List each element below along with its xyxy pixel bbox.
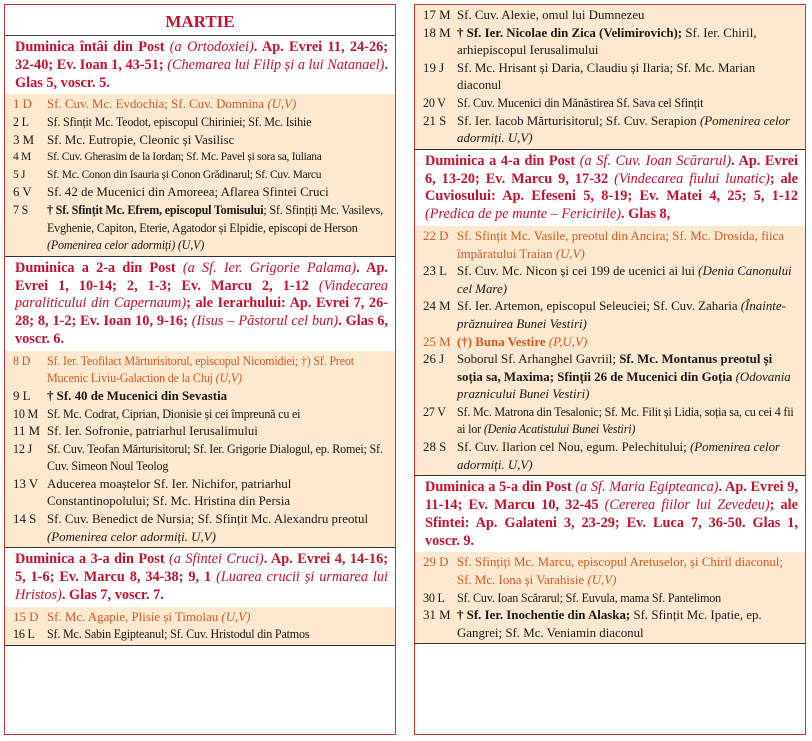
text-run: † Sf. Sfințit Mc. Efrem, episcopul Tomisului bbox=[47, 202, 264, 217]
text-run: (Pomenirea celor adormiți) (U,V) bbox=[47, 238, 205, 253]
text-run: Sf. Cuv. Alexie, omul lui Dumnezeu bbox=[457, 8, 645, 22]
day-number: 11 M bbox=[13, 424, 41, 439]
sunday-readings bbox=[5, 257, 395, 351]
calendar-column-right bbox=[414, 4, 806, 735]
text-run: (a Ortodoxiei) bbox=[169, 39, 254, 55]
day-saints bbox=[457, 113, 799, 148]
text-run: . Ap. Evrei 9, 11-14; Ev. Marcu 10, 32-45 bbox=[425, 479, 799, 514]
text-run: . Glas 8, bbox=[620, 206, 671, 223]
week-section bbox=[5, 36, 395, 257]
day-row bbox=[423, 95, 799, 113]
right-body bbox=[415, 5, 805, 644]
day-row bbox=[423, 228, 799, 263]
day-number: 5 J bbox=[13, 168, 26, 181]
text-run: (Pomenirea celor adormiți. U,V) bbox=[457, 113, 791, 146]
day-saints bbox=[47, 626, 389, 644]
day-saints bbox=[457, 60, 799, 95]
day-number: 15 D bbox=[13, 609, 39, 624]
text-run: (Vindecarea fiului lunatic) bbox=[614, 170, 770, 187]
text-run: Sf. Cuv. Ioan Scărarul; Sf. Euvula, mama Sf. Pantelimon bbox=[457, 590, 721, 605]
text-run: ; Sf. Sfințiți Mc. Vasilevs, Evghenie, Capiton, Eterie, Agatodor și Elpidie, episcopi de Herson bbox=[47, 202, 383, 235]
text-run: ; ale Ierarhului: Ap. Evrei 7, 26-28; 8, 1-2; Ev. Ioan 10, 9-16; bbox=[15, 295, 388, 330]
text-run: . Glas 5, voscr. 5. bbox=[15, 56, 389, 91]
text-run: Duminica a 4-a din Post bbox=[425, 152, 580, 169]
text-run: (U,V) bbox=[555, 246, 585, 261]
day-saints bbox=[457, 404, 799, 439]
day-number: 29 D bbox=[423, 555, 449, 570]
text-run: (Înainte-prăznuirea Bunei Vestiri) bbox=[457, 299, 786, 331]
text-run: Sf. Ier. Teofilact Mărturisitorul, episcopul Nicomidiei; †) Sf. Preot Mucenic Liviu-Galaction de la Cluj bbox=[47, 353, 354, 386]
text-run: Sf. Mc. Codrat, Ciprian, Dionisie și cei împreună cu ei bbox=[47, 406, 301, 421]
text-run: Sf. Sfințit Mc. Vasile, preotul din Ancira; Sf. Mc. Drosida, fiica împăratului Traian bbox=[457, 228, 784, 261]
text-run: Sf. Cuv. Ilarion cel Nou, egum. Pelechitului; bbox=[457, 440, 690, 455]
day-row bbox=[423, 590, 799, 608]
text-run: . Ap. Evrei 4, 14-16; 5, 1-6; Ev. Marcu 8, 34-38; 9, 1 bbox=[15, 551, 388, 586]
day-number: 28 S bbox=[423, 440, 447, 455]
day-row bbox=[13, 511, 389, 546]
text-run: Sf. Cuv. Mc. Nicon și cei 199 de ucenici ai lui bbox=[457, 264, 699, 279]
text-run: Duminica a 3-a din Post bbox=[15, 551, 170, 568]
text-run: (a Sf. Ier. Grigorie Palama) bbox=[182, 259, 357, 276]
calendar-column-left bbox=[4, 4, 396, 735]
day-number: 9 L bbox=[13, 388, 31, 403]
sunday-readings bbox=[5, 36, 395, 94]
day-row bbox=[13, 114, 389, 132]
text-run: † Sf. 40 de Mucenici din Sevastia bbox=[47, 388, 228, 403]
day-saints bbox=[457, 25, 799, 60]
text-run: (Predica de pe munte – Fericirile) bbox=[425, 206, 621, 223]
text-run: Sf. Ier. Sofronie, patriarhul Ierusalimului bbox=[47, 424, 258, 439]
day-row bbox=[423, 404, 799, 439]
day-list bbox=[5, 94, 395, 255]
day-number: 6 V bbox=[13, 185, 32, 200]
day-row bbox=[13, 149, 389, 167]
day-number: 3 M bbox=[13, 132, 35, 147]
day-number: 20 V bbox=[423, 95, 446, 110]
day-row bbox=[423, 334, 799, 352]
text-run: (†) Buna Vestire bbox=[457, 334, 546, 349]
day-number: 7 S bbox=[13, 202, 29, 217]
text-run: Sf. Mc. Conon din Isauria și Conon Grădinarul; Sf. Cuv. Marcu bbox=[47, 168, 322, 181]
text-run: † Sf. Ier. Inochentie din Alaska; bbox=[457, 608, 631, 623]
text-run: Sf. Cuv. Mc. Evdochia; Sf. Cuv. Domnina bbox=[47, 97, 268, 112]
day-row bbox=[13, 609, 389, 627]
day-row bbox=[13, 626, 389, 644]
text-run: (Denia Canonului cel Mare) bbox=[457, 264, 792, 296]
day-row bbox=[13, 476, 389, 511]
day-saints bbox=[457, 334, 799, 352]
week-section bbox=[415, 5, 805, 150]
day-row bbox=[13, 353, 389, 388]
text-run: Sf. Mc. Agapie, Plisie și Timolau bbox=[47, 609, 222, 624]
day-saints bbox=[457, 590, 799, 608]
day-number: 31 M bbox=[423, 608, 451, 623]
day-saints bbox=[457, 298, 799, 333]
day-saints bbox=[457, 607, 799, 642]
text-run: (U,V) bbox=[267, 97, 297, 112]
day-row bbox=[13, 132, 389, 150]
day-number: 12 J bbox=[13, 441, 33, 456]
text-run: (Luarea crucii și urmarea lui Hristos) bbox=[15, 569, 388, 603]
text-run: (Denia Acatistului Bunei Vestiri) bbox=[483, 422, 636, 437]
text-run: Sf. Mc. Hrisant și Daria, Claudiu și Ilaria; Sf. Mc. Marian diaconul bbox=[457, 60, 756, 93]
day-list bbox=[5, 351, 395, 548]
sunday-readings bbox=[415, 476, 805, 552]
day-number: 8 D bbox=[13, 353, 31, 368]
text-run: . Ap. Evrei 1, 10-14; 2, 1-3; Ev. Marcu 2, 1-12 bbox=[15, 259, 389, 294]
day-number: 19 J bbox=[423, 60, 445, 75]
day-list bbox=[415, 226, 805, 475]
text-run: (Cererea fiilor lui Zevedeu) bbox=[604, 497, 770, 514]
text-run: Sf. Cuv. Benedict de Nursia; Sf. Sfințit Mc. Alexandru preotul bbox=[47, 512, 369, 527]
day-saints bbox=[47, 441, 389, 476]
day-saints bbox=[47, 167, 389, 185]
day-saints bbox=[47, 184, 389, 202]
day-number: 23 L bbox=[423, 264, 447, 279]
day-row bbox=[423, 60, 799, 95]
day-row bbox=[13, 406, 389, 424]
day-row bbox=[423, 7, 799, 25]
left-body bbox=[5, 36, 395, 646]
day-saints bbox=[457, 554, 799, 589]
day-number: 17 M bbox=[423, 8, 451, 22]
day-number: 1 D bbox=[13, 97, 32, 112]
day-row bbox=[13, 441, 389, 476]
text-run: . Glas 7, voscr. 7. bbox=[61, 586, 164, 603]
text-run: (Chemarea lui Filip și a lui Natanael) bbox=[167, 56, 385, 73]
text-run: Duminica întâi din Post bbox=[15, 39, 170, 55]
day-saints bbox=[47, 609, 389, 627]
day-saints bbox=[47, 511, 389, 546]
day-number: 4 M bbox=[13, 151, 31, 164]
text-run: Aducerea moaștelor Sf. Ier. Nichifor, patriarhul Constantinopolului; Sf. Mc. Hristina din Persia bbox=[47, 476, 292, 509]
day-row bbox=[423, 439, 799, 474]
day-list bbox=[415, 5, 805, 149]
text-run: Sf. Cuv. Mucenici din Mănăstirea Sf. Sava cel Sfințit bbox=[457, 95, 704, 110]
day-row bbox=[13, 96, 389, 114]
day-saints bbox=[47, 423, 389, 441]
text-run: Sf. Ier. Artemon, episcopul Seleuciei; Sf. Cuv. Zaharia bbox=[457, 299, 741, 314]
day-row bbox=[423, 25, 799, 60]
day-row bbox=[423, 351, 799, 404]
text-run: † Sf. Ier. Nicolae din Zica (Velimirovich); bbox=[457, 25, 683, 40]
text-run: . Ap. Evrei 11, 24-26; 32-40; Ev. Ioan 1, 43-51; bbox=[15, 39, 388, 73]
week-section bbox=[5, 548, 395, 646]
text-run: (Iisus – Păstorul cel bun) bbox=[191, 313, 339, 330]
day-saints bbox=[47, 96, 389, 114]
day-saints bbox=[47, 202, 389, 255]
text-run: (Pomenirea celor adormiți. U,V) bbox=[47, 529, 216, 544]
day-number: 18 M bbox=[423, 25, 451, 40]
text-run: Sf. Mc. Eutropie, Cleonic și Vasilisc bbox=[47, 132, 235, 147]
week-section bbox=[5, 257, 395, 549]
text-run: Sf. 42 de Mucenici din Amoreea; Aflarea Sfintei Cruci bbox=[47, 185, 329, 200]
day-row bbox=[13, 423, 389, 441]
text-run: ; ale Sfintei: Ap. Galateni 3, 23-29; Ev. Luca 7, 36-50. Glas 1, voscr. 9. bbox=[425, 497, 799, 549]
text-run: (a Sf. Maria Egipteanca) bbox=[575, 479, 719, 496]
day-saints bbox=[47, 476, 389, 511]
day-row bbox=[423, 554, 799, 589]
text-run: Sf. Sfințiți Mc. Marcu, episcopul Aretuselor, și Chiril diaconul; Sf. Mc. Iona și Varahisie bbox=[457, 555, 784, 588]
day-saints bbox=[47, 114, 389, 132]
text-run: Duminica a 2-a din Post bbox=[15, 259, 183, 276]
sunday-readings bbox=[5, 548, 395, 606]
day-saints bbox=[47, 406, 389, 424]
day-saints bbox=[457, 7, 799, 25]
day-number: 13 V bbox=[13, 476, 39, 491]
text-run: (U,V) bbox=[587, 573, 617, 588]
day-number: 14 S bbox=[13, 512, 37, 527]
text-run: Sf. Mc. Montanus preotul și soția sa, Maxima; Sfinții 26 de Mucenici din Goția bbox=[457, 352, 773, 384]
day-number: 24 M bbox=[423, 299, 451, 314]
text-run: Sf. Sfințit Mc. Teodot, episcopul Chiriniei; Sf. Mc. Isihie bbox=[47, 114, 312, 129]
day-list bbox=[415, 552, 805, 643]
day-row bbox=[423, 113, 799, 148]
day-number: 21 S bbox=[423, 113, 447, 128]
text-run: (P,U,V) bbox=[548, 334, 588, 349]
day-row bbox=[423, 607, 799, 642]
text-run: Duminica a 5-a din Post bbox=[425, 479, 576, 496]
text-run: . Ap. Evrei 6, 13-20; Ev. Marcu 9, 17-32 bbox=[425, 152, 799, 187]
day-saints bbox=[47, 353, 389, 388]
text-run: Sf. Cuv. Gherasim de la Iordan; Sf. Mc. Pavel și sora sa, Iuliana bbox=[47, 151, 322, 164]
day-saints bbox=[47, 388, 389, 406]
day-number: 22 D bbox=[423, 228, 449, 243]
text-run: Sf. Mc. Sabin Egipteanul; Sf. Cuv. Hristodul din Patmos bbox=[47, 627, 310, 642]
day-number: 10 M bbox=[13, 406, 39, 421]
day-saints bbox=[457, 263, 799, 298]
text-run: (U,V) bbox=[215, 371, 242, 386]
day-row bbox=[13, 388, 389, 406]
day-row bbox=[423, 263, 799, 298]
sunday-readings bbox=[415, 150, 805, 226]
text-run: ; ale Cuviosului: Ap. Efeseni 5, 8-19; Ev. Matei 4, 25; 5, 1-12 bbox=[425, 170, 798, 205]
text-run: Soborul Sf. Arhanghel Gavriil; bbox=[457, 352, 620, 367]
day-row bbox=[13, 202, 389, 255]
text-run: . Glas 6, voscr. 6. bbox=[15, 313, 388, 347]
text-run: (Pomenirea celor adormiți. U,V) bbox=[457, 440, 781, 472]
day-list bbox=[5, 607, 395, 645]
text-run: (U,V) bbox=[221, 609, 251, 624]
text-run: Sf. Ier. Iacob Mărturisitorul; Sf. Cuv. Serapion bbox=[457, 113, 700, 128]
day-number: 30 L bbox=[423, 590, 445, 605]
day-number: 26 J bbox=[423, 352, 445, 367]
text-run: Sf. Ier. Chiril, arhiepiscopul Ierusalimului bbox=[457, 25, 757, 58]
day-number: 27 V bbox=[423, 404, 446, 419]
day-number: 25 M bbox=[423, 334, 451, 349]
day-saints bbox=[457, 439, 799, 474]
day-row bbox=[13, 184, 389, 202]
text-run: Sf. Mc. Matrona din Tesalonic; Sf. Mc. Filit și Lidia, soția sa, cu cei 4 fii ai lor bbox=[457, 404, 794, 437]
week-section bbox=[415, 150, 805, 477]
day-row bbox=[13, 167, 389, 185]
month-title: MARTIE bbox=[5, 5, 395, 36]
day-number: 2 L bbox=[13, 114, 29, 129]
day-saints bbox=[47, 132, 389, 150]
day-saints bbox=[47, 149, 389, 167]
day-saints bbox=[457, 351, 799, 404]
day-saints bbox=[457, 228, 799, 263]
day-saints bbox=[457, 95, 799, 113]
text-run: Sf. Sfințit Mc. Ipatie, ep. Gangrei; Sf. Mc. Veniamin diaconul bbox=[457, 608, 762, 640]
text-run: (Vindecarea paraliticului din Capernaum) bbox=[15, 277, 388, 312]
text-run: (a Sf. Cuv. Ioan Scărarul) bbox=[579, 152, 732, 169]
text-run: (Odovania praznicului Bunei Vestiri) bbox=[457, 369, 791, 402]
day-number: 16 L bbox=[13, 627, 35, 642]
text-run: Sf. Cuv. Teofan Mărturisitorul; Sf. Ier. Grigorie Dialogul, ep. Romei; Sf. Cuv. Simeon Noul Teolog bbox=[47, 441, 383, 474]
text-run: (a Sfintei Cruci) bbox=[169, 551, 264, 568]
week-section bbox=[415, 476, 805, 644]
day-row bbox=[423, 298, 799, 333]
